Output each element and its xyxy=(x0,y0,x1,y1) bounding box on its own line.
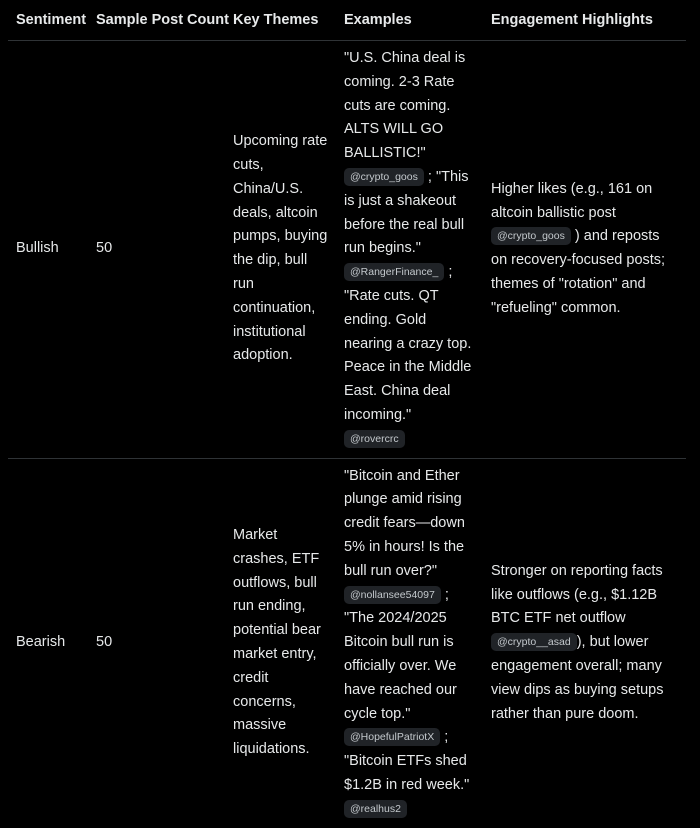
handle-chip[interactable]: @crypto_goos xyxy=(491,227,571,245)
engagement-text: Stronger on reporting facts like outflows (e.g., $1.12B BTC ETF net outflow xyxy=(491,562,663,627)
cell-key-themes: Market crashes, ETF outflows, bull run ending, potential bear market entry, credit concerns, massive liquidations. xyxy=(233,527,321,758)
example-quote: ; "Rate cuts. QT ending. Gold nearing a crazy top. Peace in the Middle East. China deal incoming." xyxy=(344,264,472,423)
table-header-row xyxy=(8,0,686,41)
example-quote: "Bitcoin and Ether plunge amid rising credit fears—down 5% in hours! Is the bull run over?" xyxy=(344,467,465,579)
cell-examples xyxy=(336,458,483,827)
cell-examples xyxy=(336,41,483,459)
cell-post-count: 50 xyxy=(88,41,225,459)
handle-chip[interactable]: @HopefulPatriotX xyxy=(344,728,440,746)
handle-chip[interactable]: @RangerFinance_ xyxy=(344,263,444,281)
example-quote: ; "This is just a shakeout before the real bull run begins." xyxy=(344,168,469,257)
cell-engagement xyxy=(483,458,686,827)
header-examples: Examples xyxy=(336,0,483,41)
table-row-bullish xyxy=(8,41,686,459)
cell-key-themes: Upcoming rate cuts, China/U.S. deals, altcoin pumps, buying the dip, bull run continuation, institutional adoption. xyxy=(225,41,336,459)
engagement-text: Higher likes (e.g., 161 on altcoin ballistic post xyxy=(491,180,653,221)
cell-engagement xyxy=(483,41,686,459)
handle-chip[interactable]: @nollansee54097 xyxy=(344,586,441,604)
table-row-bearish xyxy=(8,458,686,827)
header-sample-post-count: Sample Post Count xyxy=(88,0,225,41)
sentiment-table xyxy=(8,0,686,828)
engagement-text: ), but lower engagement overall; many view dips as buying setups rather than pure doom. xyxy=(491,634,664,722)
handle-chip[interactable]: @crypto_goos xyxy=(344,168,424,186)
cell-sentiment: Bullish xyxy=(8,41,88,459)
handle-chip[interactable]: @realhus2 xyxy=(344,800,407,818)
handle-chip[interactable]: @crypto__asad xyxy=(491,633,577,651)
example-quote: "U.S. China deal is coming. 2-3 Rate cuts are coming. ALTS WILL GO BALLISTIC!" xyxy=(344,50,466,162)
example-quote: ; "Bitcoin ETFs shed $1.2B in red week." xyxy=(344,729,470,793)
example-quote: ; "The 2024/2025 Bitcoin bull run is officially over. We have reached our cycle top." xyxy=(344,586,457,722)
header-sentiment: Sentiment xyxy=(8,0,88,41)
header-key-themes: Key Themes xyxy=(225,0,336,41)
cell-sentiment: Bearish xyxy=(16,634,66,651)
cell-post-count: 50 xyxy=(96,634,113,651)
handle-chip[interactable]: @rovercrc xyxy=(344,430,405,448)
engagement-text: ) and reposts on recovery-focused posts; themes of "rotation" and "refueling" common. xyxy=(491,228,666,316)
header-engagement-highlights: Engagement Highlights xyxy=(483,0,686,41)
